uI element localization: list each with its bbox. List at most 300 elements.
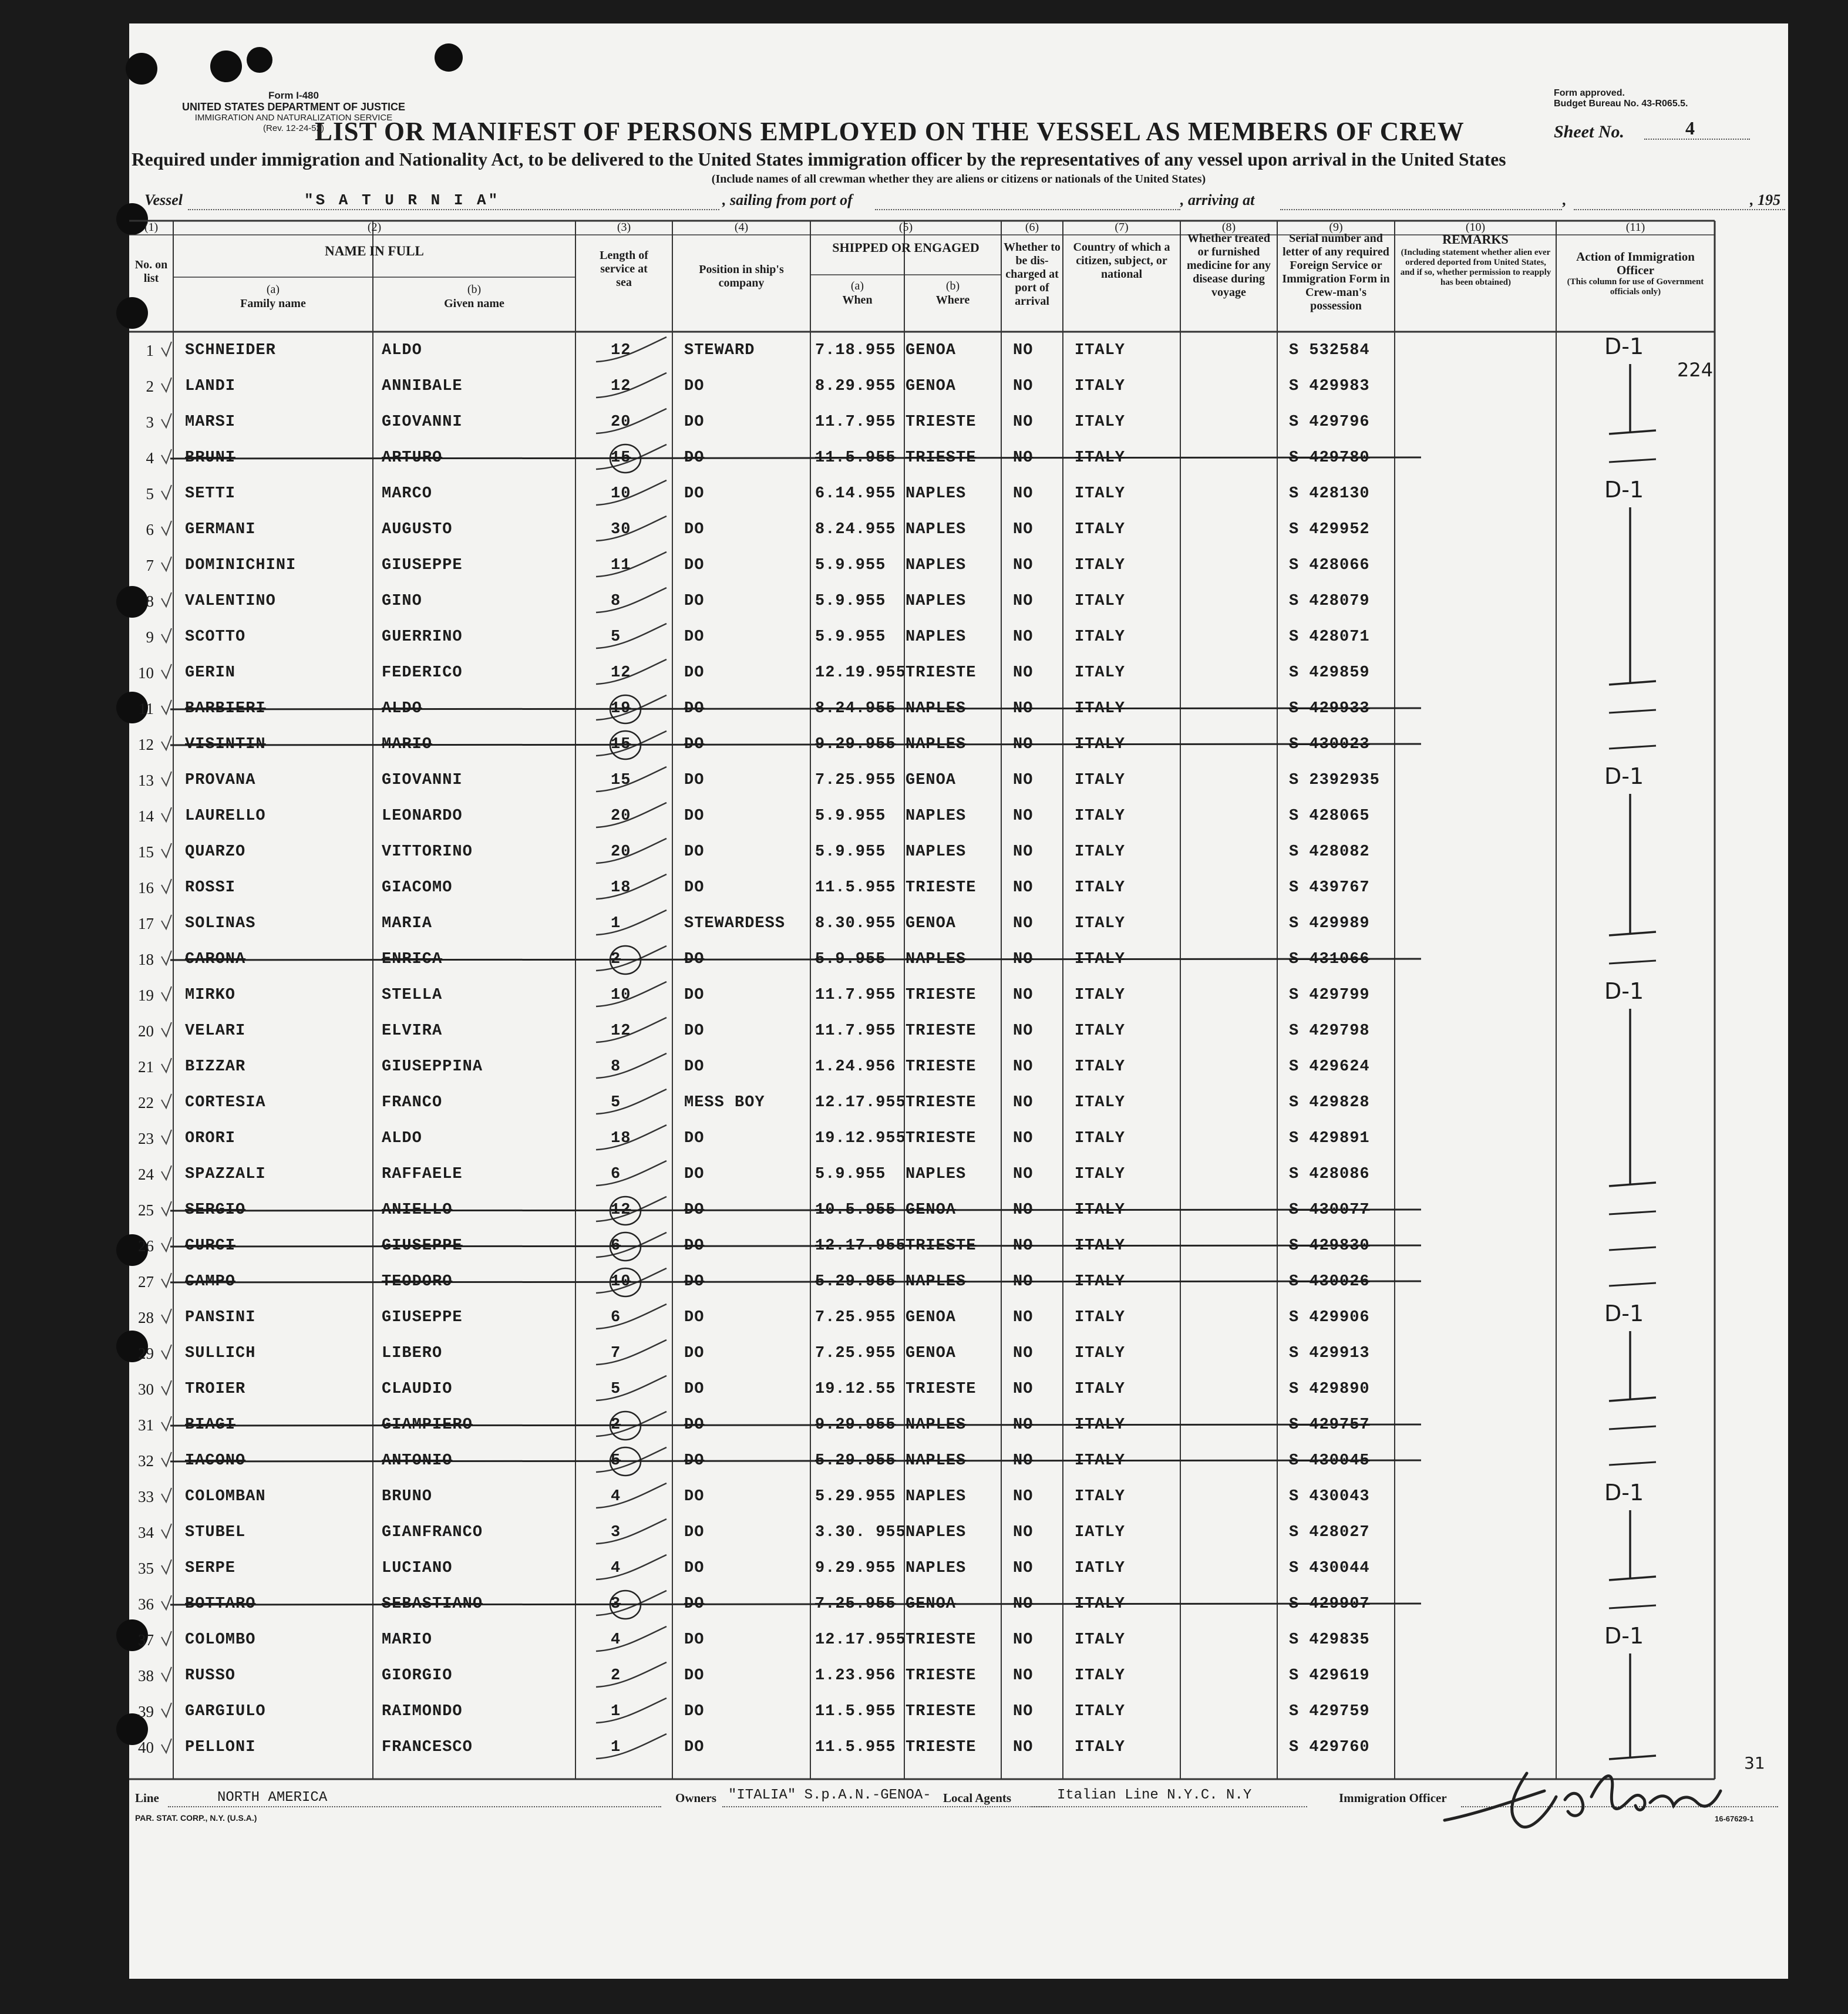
cell-serial: S 428065 bbox=[1289, 807, 1370, 825]
cell-disch: NO bbox=[1013, 1524, 1034, 1541]
cell-country: ITALY bbox=[1075, 915, 1126, 932]
cell-country: ITALY bbox=[1075, 521, 1126, 538]
cell-service: 10 bbox=[611, 1273, 631, 1291]
cell-disch: NO bbox=[1013, 1416, 1034, 1434]
agents-value: Italian Line N.Y.C. N.Y bbox=[1057, 1787, 1252, 1803]
cell-disch: NO bbox=[1013, 1022, 1034, 1040]
cell-serial: S 429619 bbox=[1289, 1667, 1370, 1685]
cell-given: GIUSEPPINA bbox=[382, 1058, 483, 1076]
owners-underline bbox=[722, 1806, 1051, 1807]
col5b-label: Where bbox=[935, 294, 970, 307]
dash-mark bbox=[1609, 1283, 1656, 1286]
cell-given: SEBASTIANO bbox=[382, 1595, 483, 1613]
cell-family: SERPE bbox=[185, 1560, 236, 1577]
cell-disch: NO bbox=[1013, 1166, 1034, 1183]
cell-country: ITALY bbox=[1075, 772, 1126, 789]
cell-when: 11.5.955 bbox=[815, 449, 896, 467]
cell-given: GIORGIO bbox=[382, 1667, 453, 1685]
row-number: 39 bbox=[138, 1703, 154, 1720]
cell-disch: NO bbox=[1013, 1309, 1034, 1326]
cell-where: TRIESTE bbox=[906, 1058, 977, 1076]
cell-family: IACONO bbox=[185, 1452, 246, 1470]
cell-country: ITALY bbox=[1075, 1237, 1126, 1255]
cell-family: SPAZZALI bbox=[185, 1166, 266, 1183]
col4-label: Position in ship's company bbox=[699, 263, 784, 289]
cell-given: LEONARDO bbox=[382, 807, 463, 825]
cell-family: BOTTARO bbox=[185, 1595, 256, 1613]
cell-given: RAIMONDO bbox=[382, 1703, 463, 1720]
cell-disch: NO bbox=[1013, 1130, 1034, 1147]
cell-when: 5.9.955 bbox=[815, 557, 886, 574]
include-note: (Include names of all crewman whether they are aliens or citizens or nationals of the United States) bbox=[711, 173, 1206, 186]
cell-serial: S 428130 bbox=[1289, 485, 1370, 503]
cell-country: ITALY bbox=[1075, 951, 1126, 968]
cell-disch: NO bbox=[1013, 807, 1034, 825]
row-number: 16 bbox=[138, 879, 154, 897]
row-number: 33 bbox=[138, 1488, 154, 1506]
cell-where: NAPLES bbox=[906, 1524, 967, 1541]
row-number: 34 bbox=[138, 1524, 154, 1541]
cell-family: CORTESIA bbox=[185, 1094, 266, 1112]
cell-country: ITALY bbox=[1075, 342, 1126, 359]
cell-disch: NO bbox=[1013, 449, 1034, 467]
cell-where: TRIESTE bbox=[906, 1094, 977, 1112]
cell-position: DO bbox=[684, 1273, 705, 1291]
cell-disch: NO bbox=[1013, 592, 1034, 610]
row-number: 3 bbox=[146, 413, 154, 431]
cell-given: LIBERO bbox=[382, 1345, 443, 1362]
cell-family: MIRKO bbox=[185, 986, 236, 1004]
cell-disch: NO bbox=[1013, 1452, 1034, 1470]
cell-position: DO bbox=[684, 1022, 705, 1040]
cell-service: 11 bbox=[611, 557, 631, 574]
cell-country: ITALY bbox=[1075, 736, 1126, 753]
cell-service: 20 bbox=[611, 843, 631, 861]
row-number: 18 bbox=[138, 951, 154, 968]
cell-service: 15 bbox=[611, 449, 631, 467]
cell-service: 2 bbox=[611, 951, 621, 968]
cell-position: DO bbox=[684, 1237, 705, 1255]
cell-given: GUERRINO bbox=[382, 628, 463, 646]
revision: (Rev. 12-24-52) bbox=[263, 123, 324, 133]
col6-label: Whether to be dis-charged at port of arrival bbox=[1004, 241, 1061, 308]
cell-serial: S 2392935 bbox=[1289, 772, 1380, 789]
cell-when: 5.29.955 bbox=[815, 1452, 896, 1470]
cell-serial: S 429830 bbox=[1289, 1237, 1370, 1255]
cell-when: 12.17.955 bbox=[815, 1237, 906, 1255]
row-number: 22 bbox=[138, 1094, 154, 1112]
cell-country: ITALY bbox=[1075, 700, 1126, 718]
officer-marks bbox=[129, 23, 1788, 1979]
row-number: 8 bbox=[146, 592, 154, 610]
col3-label: Length of service at sea bbox=[600, 249, 648, 289]
cell-when: 11.7.955 bbox=[815, 1022, 896, 1040]
cell-service: 4 bbox=[611, 1631, 621, 1649]
cell-where: NAPLES bbox=[906, 485, 967, 503]
cell-family: PROVANA bbox=[185, 772, 256, 789]
row-number: 38 bbox=[138, 1667, 154, 1685]
cell-serial: S 428082 bbox=[1289, 843, 1370, 861]
bracket-mark bbox=[1609, 794, 1656, 935]
row-number: 28 bbox=[138, 1309, 154, 1326]
cell-service: 8 bbox=[611, 592, 621, 610]
cell-family: SETTI bbox=[185, 485, 236, 503]
cell-where: GENOA bbox=[906, 772, 957, 789]
d1-mark: D-1 bbox=[1604, 1480, 1644, 1506]
col9-label: Serial number and letter of any required Foreign Service or Immigration Form in Crew-man's possession bbox=[1282, 232, 1390, 312]
cell-country: ITALY bbox=[1075, 557, 1126, 574]
cell-position: DO bbox=[684, 1058, 705, 1076]
cell-position: DO bbox=[684, 1560, 705, 1577]
col11-note: (This column for use of Government officials only) bbox=[1567, 277, 1704, 297]
cell-country: ITALY bbox=[1075, 879, 1126, 897]
cell-country: ITALY bbox=[1075, 986, 1126, 1004]
cell-when: 7.18.955 bbox=[815, 342, 896, 359]
cell-disch: NO bbox=[1013, 1595, 1034, 1613]
cell-where: TRIESTE bbox=[906, 664, 977, 682]
col11-label: Action of Immigration Officer bbox=[1576, 250, 1695, 277]
cell-country: ITALY bbox=[1075, 807, 1126, 825]
cell-service: 20 bbox=[611, 807, 631, 825]
cell-disch: NO bbox=[1013, 1667, 1034, 1685]
cell-when: 3.30. 955 bbox=[815, 1524, 906, 1541]
row-number: 40 bbox=[138, 1739, 154, 1756]
cell-family: PELLONI bbox=[185, 1739, 256, 1756]
cell-service: 12 bbox=[611, 342, 631, 359]
vessel-name: "S A T U R N I A" bbox=[304, 191, 500, 209]
cell-position: STEWARDESS bbox=[684, 915, 786, 932]
cell-country: ITALY bbox=[1075, 664, 1126, 682]
cell-country: ITALY bbox=[1075, 1130, 1126, 1147]
cell-country: ITALY bbox=[1075, 1166, 1126, 1183]
cell-given: GIANFRANCO bbox=[382, 1524, 483, 1541]
row-number: 23 bbox=[138, 1130, 154, 1147]
cell-when: 9.29.955 bbox=[815, 736, 896, 753]
cell-serial: S 532584 bbox=[1289, 342, 1370, 359]
cell-serial: S 428086 bbox=[1289, 1166, 1370, 1183]
row-number: 26 bbox=[138, 1237, 154, 1255]
cell-position: MESS BOY bbox=[684, 1094, 765, 1112]
form-approved: Form approved. bbox=[1554, 88, 1625, 98]
cell-family: TROIER bbox=[185, 1380, 246, 1398]
cell-country: IATLY bbox=[1075, 1524, 1126, 1541]
cell-family: VALENTINO bbox=[185, 592, 276, 610]
row-number: 12 bbox=[138, 736, 154, 753]
cell-serial: S 429835 bbox=[1289, 1631, 1370, 1649]
cell-given: ANIELLO bbox=[382, 1201, 453, 1219]
cell-service: 1 bbox=[611, 1739, 621, 1756]
cell-where: TRIESTE bbox=[906, 986, 977, 1004]
cell-country: ITALY bbox=[1075, 378, 1126, 395]
cell-when: 7.25.955 bbox=[815, 1309, 896, 1326]
cell-position: DO bbox=[684, 1201, 705, 1219]
handwritten-number: 224 bbox=[1677, 359, 1714, 381]
cell-when: 11.5.955 bbox=[815, 1703, 896, 1720]
col1-num: (1) bbox=[144, 221, 159, 234]
cell-country: ITALY bbox=[1075, 449, 1126, 467]
cell-disch: NO bbox=[1013, 1631, 1034, 1649]
cell-position: STEWARD bbox=[684, 342, 755, 359]
owners-label: Owners bbox=[675, 1791, 716, 1805]
cell-family: SULLICH bbox=[185, 1345, 256, 1362]
cell-service: 6 bbox=[611, 1166, 621, 1183]
print-code: 16-67629-1 bbox=[1715, 1814, 1754, 1823]
line-label: Line bbox=[135, 1791, 159, 1805]
dash-mark bbox=[1609, 1605, 1656, 1608]
row-number: 9 bbox=[146, 628, 154, 646]
cell-where: TRIESTE bbox=[906, 1380, 977, 1398]
cell-disch: NO bbox=[1013, 772, 1034, 789]
cell-when: 19.12.55 bbox=[815, 1380, 896, 1398]
cell-position: DO bbox=[684, 1739, 705, 1756]
cell-service: 6 bbox=[611, 1237, 621, 1255]
cell-given: ARTURO bbox=[382, 449, 443, 467]
cell-where: NAPLES bbox=[906, 843, 967, 861]
cell-when: 9.29.955 bbox=[815, 1416, 896, 1434]
d1-mark: D-1 bbox=[1604, 978, 1644, 1004]
cell-country: ITALY bbox=[1075, 413, 1126, 431]
cell-disch: NO bbox=[1013, 557, 1034, 574]
cell-family: CURCI bbox=[185, 1237, 236, 1255]
col2a-label: Family name bbox=[240, 297, 306, 310]
cell-serial: S 428027 bbox=[1289, 1524, 1370, 1541]
row-number: 29 bbox=[138, 1345, 154, 1362]
cell-where: GENOA bbox=[906, 1201, 957, 1219]
cell-family: VELARI bbox=[185, 1022, 246, 1040]
col10-label: REMARKS bbox=[1442, 232, 1509, 247]
cell-given: GIUSEPPE bbox=[382, 1309, 463, 1326]
cell-given: ELVIRA bbox=[382, 1022, 443, 1040]
cell-where: NAPLES bbox=[906, 1273, 967, 1291]
cell-when: 5.9.955 bbox=[815, 1166, 886, 1183]
cell-family: COLOMBAN bbox=[185, 1488, 266, 1506]
cell-given: ANNIBALE bbox=[382, 378, 463, 395]
col4-num: (4) bbox=[734, 221, 749, 234]
cell-family: CAMPO bbox=[185, 1273, 236, 1291]
line-underline bbox=[168, 1806, 661, 1807]
cell-family: STUBEL bbox=[185, 1524, 246, 1541]
year-label: , 195 bbox=[1750, 191, 1780, 208]
cell-service: 18 bbox=[611, 1130, 631, 1147]
cell-given: FRANCO bbox=[382, 1094, 443, 1112]
cell-service: 1 bbox=[611, 915, 621, 932]
col7-label: Country of which a citizen, subject, or national bbox=[1073, 241, 1170, 281]
cell-position: DO bbox=[684, 1345, 705, 1362]
cell-country: ITALY bbox=[1075, 1201, 1126, 1219]
cell-disch: NO bbox=[1013, 1201, 1034, 1219]
cell-serial: S 429907 bbox=[1289, 1595, 1370, 1613]
bracket-mark bbox=[1609, 1331, 1656, 1401]
d1-mark: D-1 bbox=[1604, 763, 1644, 789]
cell-where: TRIESTE bbox=[906, 1130, 977, 1147]
row-number: 1 bbox=[146, 342, 154, 359]
col5-label: SHIPPED OR ENGAGED bbox=[832, 240, 979, 255]
cell-service: 30 bbox=[611, 521, 631, 538]
cell-when: 1.24.956 bbox=[815, 1058, 896, 1076]
cell-country: ITALY bbox=[1075, 843, 1126, 861]
bracket-mark bbox=[1609, 1009, 1656, 1186]
cell-given: ANTONIO bbox=[382, 1452, 453, 1470]
cell-given: GINO bbox=[382, 592, 422, 610]
cell-position: DO bbox=[684, 1703, 705, 1720]
line-value: NORTH AMERICA bbox=[217, 1790, 328, 1806]
manifest-sheet: Form I-480 UNITED STATES DEPARTMENT OF JUSTICE IMMIGRATION AND NATURALIZATION SERVICE (Rev. 12-24-52) Form approved. Budget Bureau No. 43-R065.5. LIST OR MANIFEST OF PERSONS EMPLOYED ON THE VESSEL AS MEMBERS OF CREW Sheet No. 4 Required under immigration and Nationality Act, to be delivered to the United States immigration officer by the representatives of any vessel upon arrival in the United States (Include names of all crewman whether they are aliens or citizens or nationals of the United States) Vessel "S A T U R N I A" , sailing from port of , arriving at , , 195 (1) No. on list (2) NAME IN FULL (a) Family name (b) Given name (3) Length of service at sea (4) Position in ship's company (5) SHIPPED OR ENGAGED (a) When (b) Where (6) Whether to be dis-charged at port of arrival (7) Country of which a citizen, subject, or national (8) Whether treated or furnished medicine for any disease during voyage (9) Serial number and letter of any required Foreign Service or Immigration Form in Crew-man's possession (10) REMARKS (Including statement whether alien ever ordered deported from United States, and if so, whether permission to reapply has been obtained) (11) Action of Immigration Officer (This column for use of Government officials only) 1 SCHNEIDER ALDO 12 STEWARD 7.18.955 GENOA NO ITALY S 532584 2 LANDI ANNIBALE 12 DO 8.29.955 GENOA NO ITALY S 429983 3 MARSI GIOVANNI 20 DO 11.7.955 TRIESTE NO ITALY S 429796 4 BRUNI ARTURO 15 DO 11.5.955 TRIESTE NO ITALY S 429780 5 SETTI MARCO 10 DO 6.14.955 NAPLES NO ITALY S 428130 6 GERMANI AUGUSTO 30 DO 8.24.955 NAPLES NO ITALY S 429952 7 DOMINICHINI GIUSEPPE 11 DO 5.9.955 NAPLES NO ITALY S 428066 8 VALENTINO GINO 8 DO 5.9.955 NAPLES NO ITALY S 428079 9 SCOTTO GUERRINO 5 DO 5.9.955 NAPLES NO ITALY S 428071 10 GERIN FEDERICO 12 DO 12.19.955 TRIESTE NO ITALY S 429859 11 BARBIERI ALDO 19 DO 8.24.955 NAPLES NO ITALY S 429933 12 VISINTIN MARIO 15 DO 9.29.955 NAPLES NO ITALY S 430023 13 PROVANA GIOVANNI 15 DO 7.25.955 GENOA NO ITALY S 2392935 14 LAURELLO LEONARDO 20 DO 5.9.955 NAPLES NO ITALY S 428065 15 QUARZO VITTORINO 20 DO 5.9.955 NAPLES NO ITALY S 428082 16 ROSSI GIACOMO 18 DO 11.5.955 TRIESTE NO ITALY S 439767 17 SOLINAS MARIA 1 STEWARDESS 8.30.955 GENOA NO ITALY S 429989 18 CARONA ENRICA 2 DO 5.9.955 NAPLES NO ITALY S 431066 19 MIRKO STELLA 10 DO 11.7.955 TRIESTE NO ITALY S 429799 20 VELARI ELVIRA 12 DO 11.7.955 TRIESTE NO ITALY S 429798 21 BIZZAR GIUSEPPINA 8 DO 1.24.956 TRIESTE NO ITALY S 429624 22 CORTESIA FRANCO 5 MESS BOY 12.17.955 TRIESTE NO ITALY S 429828 23 ORORI ALDO 18 DO 19.12.955 TRIESTE NO ITALY S 429891 24 SPAZZALI RAFFAELE 6 DO 5.9.955 NAPLES NO ITALY S 428086 25 SERGIO ANIELLO 12 DO 10.5.955 GENOA NO ITALY S 430077 26 CURCI GIUSEPPE 6 DO 12.17.955 TRIESTE NO ITALY S 429830 27 CAMPO TEODORO 10 DO 5.29.955 NAPLES NO ITALY S 430026 28 PANSINI GIUSEPPE 6 DO 7.25.955 GENOA NO ITALY S 429906 29 SULLICH LIBERO 7 DO 7.25.955 GENOA NO ITALY S 429913 30 TROIER CLAUDIO 5 DO 19.12.55 TRIESTE NO ITALY S 429890 31 BIAGI GIAMPIERO 2 DO 9.29.955 NAPLES NO ITALY S 429757 32 IACONO ANTONIO 5 DO 5.29.955 NAPLES NO ITALY S 430045 33 COLOMBAN BRUNO 4 DO 5.29.955 NAPLES NO ITALY S 430043 34 STUBEL GIANFRANCO 3 DO 3.30. 955 NAPLES NO IATLY S 428027 35 SERPE LUCIANO 4 DO 9.29.955 NAPLES NO IATLY S 430044 36 BOTTARO SEBASTIANO 3 DO 7.25.955 GENOA NO ITALY S 429907 37 COLOMBO MARIO 4 DO 12.17.955 TRIESTE NO ITALY S 429835 38 RUSSO GIORGIO 2 DO 1.23.956 TRIESTE NO ITALY S 429619 39 GARGIULO RAIMONDO 1 DO 11.5.955 TRIESTE NO ITALY S 429759 40 PELLONI FRANCESCO 1 DO 11.5.955 TRIESTE NO ITALY S 429760 D-1 D-1 D-1 D-1 D-1 D-1 D-1 224 Line NORTH AMERICA Owners "ITALIA" S.p.A.N.-GENOA- Local Agents Italian Line N.Y.C. N.Y Immigration Officer 31 PAR. STAT. CORP., N.Y. (U.S.A.) 16-67629-1 bbox=[129, 23, 1788, 1979]
row-number: 11 bbox=[139, 700, 154, 718]
cell-disch: NO bbox=[1013, 1058, 1034, 1076]
cell-family: BIAGI bbox=[185, 1416, 236, 1434]
col5b-num: (b) bbox=[945, 279, 960, 292]
cell-given: BRUNO bbox=[382, 1488, 433, 1506]
cell-where: TRIESTE bbox=[906, 413, 977, 431]
col8-label: Whether treated or furnished medicine for any disease during voyage bbox=[1187, 232, 1271, 299]
row-number: 37 bbox=[138, 1631, 154, 1649]
row-number: 10 bbox=[138, 664, 154, 682]
cell-serial: S 429989 bbox=[1289, 915, 1370, 932]
cell-serial: S 429891 bbox=[1289, 1130, 1370, 1147]
dash-mark bbox=[1609, 1426, 1656, 1429]
cell-service: 4 bbox=[611, 1488, 621, 1506]
cell-when: 7.25.955 bbox=[815, 1595, 896, 1613]
cell-position: DO bbox=[684, 986, 705, 1004]
cell-where: NAPLES bbox=[906, 1166, 967, 1183]
cell-family: QUARZO bbox=[185, 843, 246, 861]
cell-where: GENOA bbox=[906, 915, 957, 932]
row-number: 7 bbox=[146, 557, 154, 574]
cell-when: 8.29.955 bbox=[815, 378, 896, 395]
cell-serial: S 429759 bbox=[1289, 1703, 1370, 1720]
cell-position: DO bbox=[684, 1309, 705, 1326]
cell-country: ITALY bbox=[1075, 1703, 1126, 1720]
cell-disch: NO bbox=[1013, 986, 1034, 1004]
cell-serial: S 430043 bbox=[1289, 1488, 1370, 1506]
cell-serial: S 429859 bbox=[1289, 664, 1370, 682]
cell-position: DO bbox=[684, 951, 705, 968]
cell-disch: NO bbox=[1013, 736, 1034, 753]
cell-when: 5.9.955 bbox=[815, 628, 886, 646]
col5a-label: When bbox=[842, 294, 873, 307]
department: UNITED STATES DEPARTMENT OF JUSTICE bbox=[181, 101, 405, 113]
page-title: LIST OR MANIFEST OF PERSONS EMPLOYED ON THE VESSEL AS MEMBERS OF CREW bbox=[315, 117, 1465, 146]
cell-family: LAURELLO bbox=[185, 807, 266, 825]
cell-country: ITALY bbox=[1075, 1667, 1126, 1685]
cell-serial: S 430023 bbox=[1289, 736, 1370, 753]
cell-country: ITALY bbox=[1075, 1309, 1126, 1326]
cell-country: ITALY bbox=[1075, 1739, 1126, 1756]
cell-country: ITALY bbox=[1075, 1345, 1126, 1362]
cell-position: DO bbox=[684, 1631, 705, 1649]
sailing-label: , sailing from port of bbox=[722, 191, 853, 208]
cell-serial: S 430077 bbox=[1289, 1201, 1370, 1219]
cell-given: ALDO bbox=[382, 1130, 422, 1147]
dash-mark bbox=[1609, 1211, 1656, 1214]
cell-given: CLAUDIO bbox=[382, 1380, 453, 1398]
cell-where: NAPLES bbox=[906, 951, 967, 968]
d1-mark: D-1 bbox=[1604, 477, 1644, 503]
cell-service: 3 bbox=[611, 1524, 621, 1541]
cell-family: ORORI bbox=[185, 1130, 236, 1147]
cell-service: 15 bbox=[611, 736, 631, 753]
cell-given: GIAMPIERO bbox=[382, 1416, 473, 1434]
col1-label: No. on list bbox=[134, 258, 168, 285]
col2b-label: Given name bbox=[444, 297, 504, 310]
cell-position: DO bbox=[684, 628, 705, 646]
col10-note: (Including statement whether alien ever ordered deported from United States, and if so, whether permission to reapply has been obtained) bbox=[1400, 248, 1551, 287]
cell-country: ITALY bbox=[1075, 1273, 1126, 1291]
cell-where: TRIESTE bbox=[906, 1739, 977, 1756]
cell-position: DO bbox=[684, 1452, 705, 1470]
cell-service: 12 bbox=[611, 664, 631, 682]
officer-signature bbox=[1439, 1756, 1756, 1844]
cell-country: ITALY bbox=[1075, 592, 1126, 610]
cell-country: ITALY bbox=[1075, 1595, 1126, 1613]
cell-service: 12 bbox=[611, 1201, 631, 1219]
row-number: 35 bbox=[138, 1560, 154, 1577]
cell-disch: NO bbox=[1013, 664, 1034, 682]
dash-mark bbox=[1609, 459, 1656, 462]
cell-position: DO bbox=[684, 413, 705, 431]
sheet-label: Sheet No. bbox=[1554, 122, 1624, 142]
col2b-num: (b) bbox=[467, 283, 482, 296]
cell-serial: S 430026 bbox=[1289, 1273, 1370, 1291]
col5a-num: (a) bbox=[850, 279, 864, 292]
row-number: 24 bbox=[138, 1166, 154, 1183]
cell-serial: S 429906 bbox=[1289, 1309, 1370, 1326]
cell-given: MARIO bbox=[382, 736, 433, 753]
cell-when: 11.7.955 bbox=[815, 413, 896, 431]
cell-where: NAPLES bbox=[906, 1488, 967, 1506]
dash-mark bbox=[1609, 746, 1656, 749]
cell-disch: NO bbox=[1013, 951, 1034, 968]
cell-when: 8.24.955 bbox=[815, 521, 896, 538]
cell-serial: S 429828 bbox=[1289, 1094, 1370, 1112]
cell-disch: NO bbox=[1013, 378, 1034, 395]
cell-position: DO bbox=[684, 1416, 705, 1434]
cell-disch: NO bbox=[1013, 700, 1034, 718]
col2-label: NAME IN FULL bbox=[325, 244, 424, 258]
cell-family: PANSINI bbox=[185, 1309, 256, 1326]
cell-where: TRIESTE bbox=[906, 1703, 977, 1720]
row-number: 4 bbox=[146, 449, 154, 467]
cell-position: DO bbox=[684, 1667, 705, 1685]
col7-num: (7) bbox=[1115, 221, 1129, 234]
dash-mark bbox=[1609, 961, 1656, 964]
cell-given: GIUSEPPE bbox=[382, 557, 463, 574]
cell-given: ALDO bbox=[382, 342, 422, 359]
col3-num: (3) bbox=[617, 221, 631, 234]
d1-mark: D-1 bbox=[1604, 1623, 1644, 1649]
cell-family: LANDI bbox=[185, 378, 236, 395]
cell-given: ALDO bbox=[382, 700, 422, 718]
cell-given: GIACOMO bbox=[382, 879, 453, 897]
cell-serial: S 429796 bbox=[1289, 413, 1370, 431]
cell-where: NAPLES bbox=[906, 807, 967, 825]
d1-mark: D-1 bbox=[1604, 1301, 1644, 1326]
cell-where: TRIESTE bbox=[906, 1631, 977, 1649]
cell-service: 7 bbox=[611, 1345, 621, 1362]
cell-disch: NO bbox=[1013, 413, 1034, 431]
cell-given: MARCO bbox=[382, 485, 433, 503]
cell-when: 5.29.955 bbox=[815, 1273, 896, 1291]
cell-family: VISINTIN bbox=[185, 736, 266, 753]
cell-when: 5.9.955 bbox=[815, 843, 886, 861]
cell-country: ITALY bbox=[1075, 1058, 1126, 1076]
cell-service: 1 bbox=[611, 1703, 621, 1720]
cell-where: GENOA bbox=[906, 378, 957, 395]
cell-family: SCOTTO bbox=[185, 628, 246, 646]
cell-serial: S 430045 bbox=[1289, 1452, 1370, 1470]
service: IMMIGRATION AND NATURALIZATION SERVICE bbox=[194, 113, 393, 123]
cell-when: 10.5.955 bbox=[815, 1201, 896, 1219]
